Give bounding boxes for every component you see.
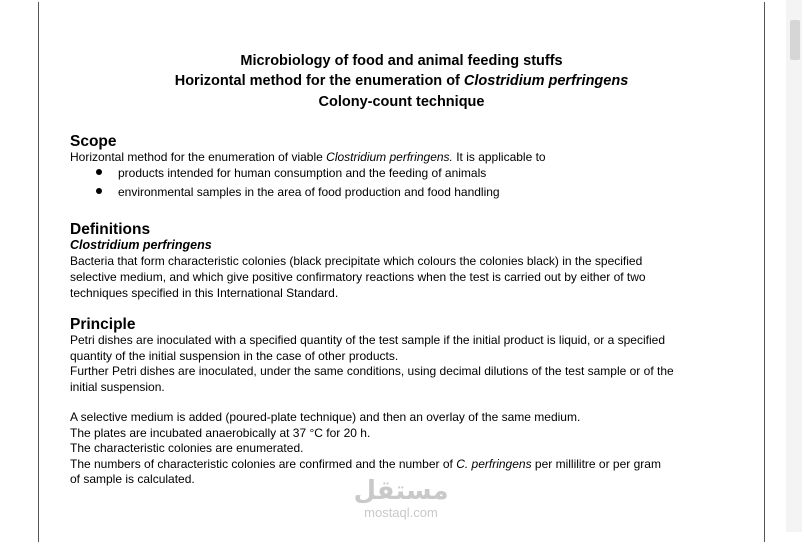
principle-text-line: The plates are incubated anaerobically at 37 °C for 20 h. [70, 426, 371, 440]
definition-text-line: techniques specified in this International Standard. [70, 286, 339, 300]
watermark-logo: مستقل [353, 475, 449, 505]
scope-intro-text: Horizontal method for the enumeration of viable [70, 150, 327, 164]
document-title-line-1: Microbiology of food and animal feeding stuffs [240, 53, 563, 69]
title-organism: Clostridium perfringens [463, 73, 629, 89]
scope-organism: Clostridium perfringens. [326, 150, 453, 164]
definition-text-line: Bacteria that form characteristic colonies (black precipitate which colours the colonies black) in the specified [70, 254, 643, 268]
title-text: Horizontal method for the enumeration of [174, 73, 464, 89]
principle-text-line: Petri dishes are inoculated with a specified quantity of the test sample if the initial product is liquid, or a specified [70, 333, 665, 347]
principle-text-line [70, 457, 661, 472]
scope-heading: Scope [70, 133, 117, 150]
principle-last-text: The numbers of characteristic colonies are confirmed and the number of [70, 457, 457, 471]
vertical-scrollbar[interactable] [786, 0, 802, 532]
definitions-heading: Definitions [70, 221, 151, 238]
watermark-url: mostaql.com [364, 505, 438, 520]
principle-text-line: initial suspension. [70, 380, 165, 394]
principle-heading: Principle [70, 316, 136, 333]
document-title-line-3: Colony-count technique [318, 94, 485, 110]
scrollbar-thumb[interactable] [790, 20, 800, 60]
scope-intro-end: It is applicable to [452, 150, 546, 164]
principle-text-line: quantity of the initial suspension in the case of other products. [70, 349, 399, 363]
scope-intro [70, 150, 546, 165]
principle-text-line: A selective medium is added (poured-plate technique) and then an overlay of the same medium. [70, 410, 581, 424]
principle-organism: C. perfringens [456, 457, 532, 471]
bullet-icon [96, 169, 102, 175]
document-title-line-2 [39, 71, 764, 91]
definition-text-line: selective medium, and which give positive confirmatory reactions when the test is carried out by either of two [70, 270, 646, 284]
bullet-icon [96, 188, 102, 194]
principle-text-line: of sample is calculated. [70, 472, 195, 486]
document-page [38, 2, 765, 542]
principle-text-line: Further Petri dishes are inoculated, under the same conditions, using decimal dilutions of the test sample or of the [70, 364, 674, 378]
principle-text-line: The characteristic colonies are enumerated. [70, 441, 304, 455]
scope-bullet-item: products intended for human consumption and the feeding of animals [118, 166, 487, 180]
principle-last-end: per millilitre or per gram [531, 457, 661, 471]
definition-term: Clostridium perfringens [70, 238, 212, 252]
mostaql-watermark [346, 475, 456, 520]
scope-bullet-item: environmental samples in the area of food production and food handling [118, 185, 500, 199]
